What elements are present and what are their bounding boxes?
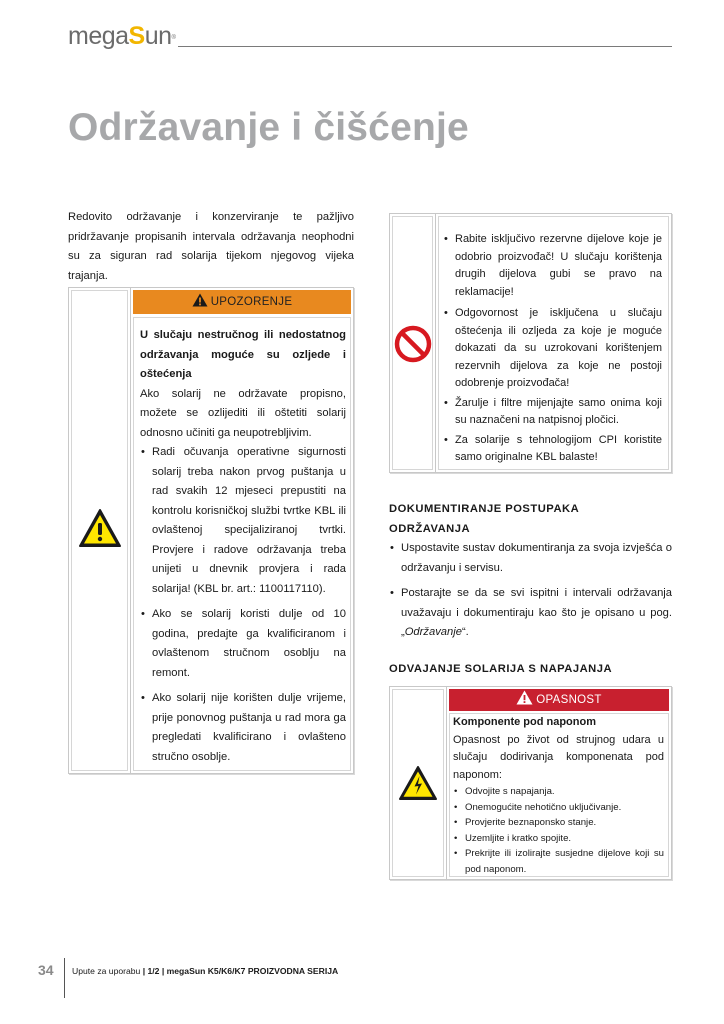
warning-title: U slučaju nestručnog ili nedostatnog održavanja moguće su ozljede i oštećenja	[140, 329, 346, 380]
danger-body	[449, 713, 669, 877]
logo-suffix: un	[144, 22, 172, 50]
documentation-bullet2-suffix: “.	[461, 626, 469, 638]
danger-small-icon	[516, 690, 533, 705]
warning-triangle-icon	[78, 508, 122, 548]
list-item: • Prekrijte ili izolirajte susjedne dijelove koji su pod naponom.	[453, 846, 664, 877]
warning-banner-label: UPOZORENJE	[210, 296, 293, 308]
danger-bullet-list	[453, 784, 664, 877]
list-item: • Uspostavite sustav dokumentiranja za svoja izvješća o održavanju i servisu.	[389, 539, 672, 578]
prohibition-content-column	[436, 214, 671, 472]
list-item: • Radi očuvanja operativne sigurnosti solarij treba nakon prvog puštanja u rad svakih 12 mjeseci prepustiti na kontrolu korisničkoj službi tvrtke KBL ili ovlaštenoj specijaliziranoj tvrtki. Provjere i radove održavanja treba unijeti u dnevnik provjera i rada solarija! (KBL br. art.: 1100117110).	[140, 443, 346, 599]
list-item: • Uzemljite i kratko spojite.	[453, 831, 664, 847]
list-item: • Ako solarij nije korišten dulje vrijeme, prije ponovnog puštanja u rad mora ga pregledati kvalificirano i ovlašteno stručno osoblje.	[140, 689, 346, 767]
page-title: Održavanje i čišćenje	[68, 106, 469, 149]
warning-content-column	[131, 288, 353, 773]
footer-text	[72, 966, 338, 976]
warning-notice-box	[68, 287, 354, 774]
warning-bullet-list	[140, 443, 346, 767]
warning-icon-column	[69, 288, 131, 773]
registered-mark: ®	[171, 35, 176, 41]
prohibition-bullet-list	[443, 231, 662, 467]
warning-body	[133, 317, 351, 771]
list-item: • Žarulje i filtre mijenjajte samo onima koji su naznačeni na natpisnoj pločici.	[443, 395, 662, 430]
page-number: 34	[38, 962, 54, 978]
documentation-heading-line1: DOKUMENTIRANJE POSTUPAKA	[389, 503, 580, 515]
prohibition-body	[438, 216, 669, 470]
danger-title: Komponente pod naponom	[453, 716, 596, 728]
documentation-bullet2-text: Postarajte se da se svi ispitni i intervali održavanja uvažavaju i dokumentiraju kao što je opisano u pog. „	[401, 587, 672, 638]
list-item: • Rabite isključivo rezervne dijelove koje je odobrio proizvođač! U slučaju korištenja drugih dijelova gubi se pravo na reklamacije!	[443, 231, 662, 301]
danger-notice-box	[389, 686, 672, 880]
list-item: • Provjerite beznaponsko stanje.	[453, 815, 664, 831]
list-item	[389, 584, 672, 643]
footer-doc-type: Upute za uporabu	[72, 966, 143, 976]
warning-banner	[133, 290, 351, 314]
logo-prefix: mega	[68, 22, 129, 50]
list-item: • Ako se solarij koristi dulje od 10 godina, predajte ga kvalificiranom i ovlaštenom stručnom osoblju na remont.	[140, 605, 346, 683]
logo-highlight: S	[128, 22, 145, 50]
header-rule	[178, 46, 672, 47]
list-item: • Za solarije s tehnologijom CPI koristite samo originalne KBL balaste!	[443, 432, 662, 467]
danger-content-column	[447, 687, 671, 879]
intro-paragraph: Redovito održavanje i konzerviranje te pažljivo pridržavanje propisanih intervala održavanja neophodni su za siguran rad solarija tijekom njegovog vijeka trajanja.	[68, 211, 354, 282]
danger-icon-column	[390, 687, 447, 879]
footer-divider	[64, 958, 65, 998]
disconnect-heading: ODVAJANJE SOLARIJA S NAPAJANJA	[389, 663, 613, 675]
high-voltage-icon	[398, 765, 438, 801]
documentation-heading-line2: ODRŽAVANJA	[389, 522, 471, 535]
section-reference: Održavanje	[404, 626, 462, 638]
warning-small-icon	[192, 293, 208, 307]
prohibition-notice-box	[389, 213, 672, 473]
prohibition-icon	[394, 325, 432, 363]
danger-banner	[449, 689, 669, 711]
brand-logo	[68, 22, 175, 50]
list-item: • Odgovornost je isključena u slučaju oštećenja ili ozljeda za koje je moguće dokazati da su uzrokovani korištenjem rezervnih dijelova za koje ne postoji odobrenje proizvođača!	[443, 305, 662, 393]
list-item: • Odvojite s napajanja.	[453, 784, 664, 800]
list-item: • Onemogućite nehotično uključivanje.	[453, 800, 664, 816]
footer-series: | 1/2 | megaSun K5/K6/K7 PROIZVODNA SERIJA	[142, 966, 339, 976]
documentation-heading	[389, 500, 672, 539]
prohibition-icon-column	[390, 214, 436, 472]
danger-banner-label: OPASNOST	[536, 694, 602, 706]
warning-description: Ako solarij ne održavate propisno, možete se ozlijediti ili oštetiti solarij odnosno učiniti ga neupotrebljivim.	[140, 387, 346, 439]
danger-description: Opasnost po život od strujnog udara u slučaju dodirivanja komponenata pod naponom:	[453, 733, 664, 781]
documentation-bullet-list	[389, 539, 672, 643]
